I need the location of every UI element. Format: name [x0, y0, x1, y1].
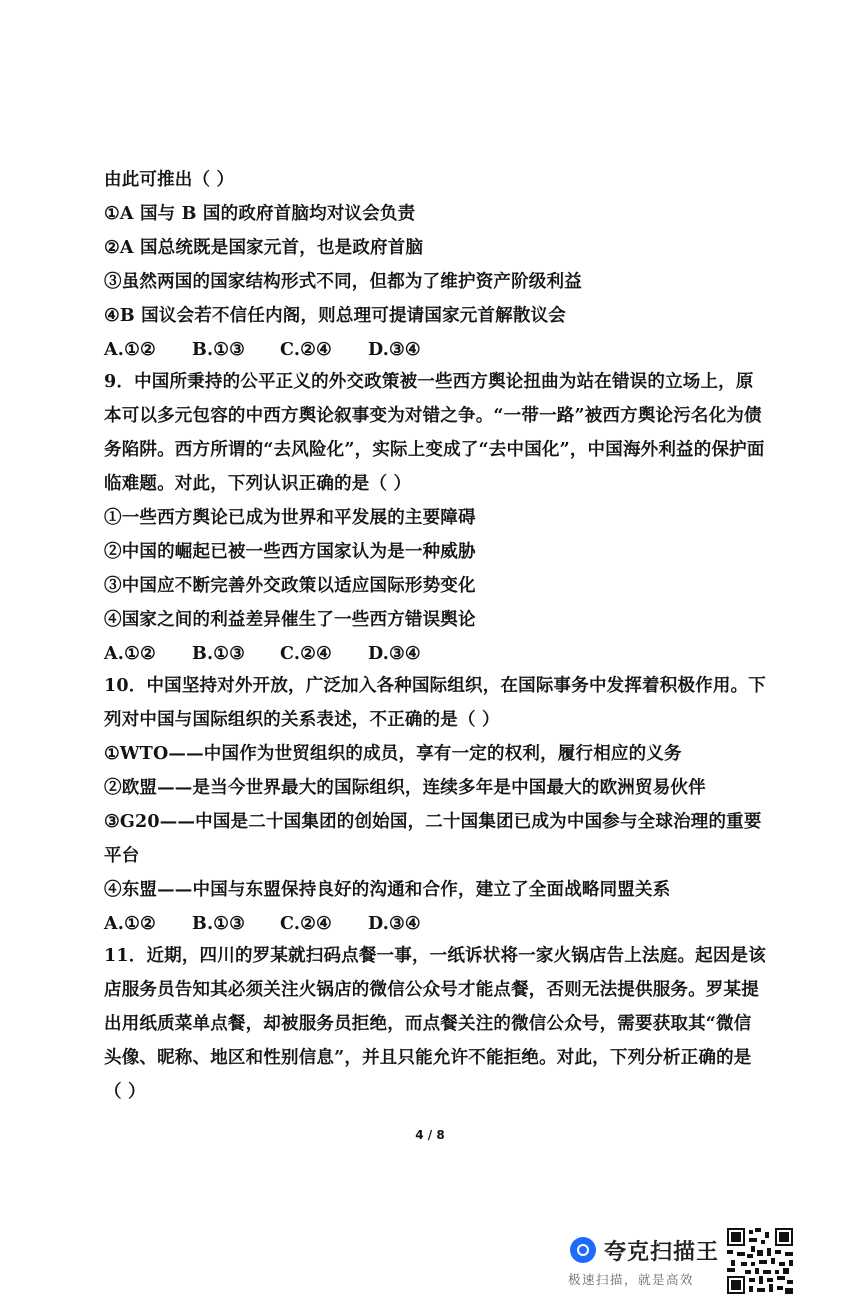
answer-options [104, 642, 764, 666]
text-line: 出用纸质菜单点餐，却被服务员拒绝，而点餐关注的微信公众号，需要获取其“微信 [104, 1014, 752, 1034]
text-line: ④B 国议会若不信任内阁，则总理可提请国家元首解散议会 [104, 306, 566, 326]
text-line: 平台 [104, 846, 140, 866]
text-line: ③虽然两国的国家结构形式不同，但都为了维护资产阶级利益 [104, 272, 582, 292]
text-line: ④国家之间的利益差异催生了一些西方错误舆论 [104, 610, 476, 630]
answer-option: C.②④ [280, 914, 332, 934]
text-line: ②A 国总统既是国家元首，也是政府首脑 [104, 238, 424, 258]
text-line: ①WTO——中国作为世贸组织的成员，享有一定的权利，履行相应的义务 [104, 744, 682, 764]
quark-logo-icon [570, 1237, 596, 1263]
answer-options [104, 338, 764, 362]
text-line: ②欧盟——是当今世界最大的国际组织，连续多年是中国最大的欧洲贸易伙伴 [104, 778, 706, 798]
answer-option: A.①② [104, 340, 156, 360]
text-line: 列对中国与国际组织的关系表述，不正确的是（ ） [104, 710, 500, 730]
scanner-watermark [566, 1224, 726, 1290]
qr-code-icon [727, 1228, 793, 1294]
text-line: 9．中国所秉持的公平正义的外交政策被一些西方舆论扭曲为站在错误的立场上，原 [104, 372, 754, 392]
text-line: 本可以多元包容的中西方舆论叙事变为对错之争。“一带一路”被西方舆论污名化为债 [104, 406, 762, 426]
text-line: （ ） [104, 1082, 146, 1102]
answer-option: B.①③ [192, 644, 246, 664]
text-line: ②中国的崛起已被一些西方国家认为是一种威胁 [104, 542, 476, 562]
answer-option: D.③④ [368, 914, 421, 934]
text-line: ④东盟——中国与东盟保持良好的沟通和合作，建立了全面战略同盟关系 [104, 880, 671, 900]
answer-option: A.①② [104, 914, 156, 934]
text-line: 10．中国坚持对外开放，广泛加入各种国际组织，在国际事务中发挥着积极作用。下 [104, 676, 766, 696]
text-line: 务陷阱。西方所谓的“去风险化”，实际上变成了“去中国化”，中国海外利益的保护面 [104, 440, 765, 460]
page-number: 4 / 8 [415, 1128, 445, 1142]
answer-option: C.②④ [280, 644, 332, 664]
text-line: ①A 国与 B 国的政府首脑均对议会负责 [104, 204, 416, 224]
answer-option: A.①② [104, 644, 156, 664]
text-line: 11．近期，四川的罗某就扫码点餐一事，一纸诉状将一家火锅店告上法庭。起因是该 [104, 946, 766, 966]
brand-slogan: 极速扫描，就是高效 [568, 1272, 695, 1287]
text-line: ③G20——中国是二十国集团的创始国，二十国集团已成为中国参与全球治理的重要 [104, 812, 762, 832]
answer-option: B.①③ [192, 914, 246, 934]
text-line: 店服务员告知其必须关注火锅店的微信公众号才能点餐，否则无法提供服务。罗某提 [104, 980, 759, 1000]
answer-option: D.③④ [368, 644, 421, 664]
text-line: ③中国应不断完善外交政策以适应国际形势变化 [104, 576, 476, 596]
text-line: ①一些西方舆论已成为世界和平发展的主要障碍 [104, 508, 476, 528]
text-line: 临难题。对此，下列认识正确的是（ ） [104, 474, 412, 494]
brand-name: 夸克扫描王 [604, 1240, 720, 1265]
answer-option: C.②④ [280, 340, 332, 360]
text-line: 头像、昵称、地区和性别信息”，并且只能允许不能拒绝。对此，下列分析正确的是 [104, 1048, 752, 1068]
answer-option: D.③④ [368, 340, 421, 360]
text-line: 由此可推出（ ） [104, 170, 235, 190]
answer-options [104, 912, 764, 936]
answer-option: B.①③ [192, 340, 246, 360]
